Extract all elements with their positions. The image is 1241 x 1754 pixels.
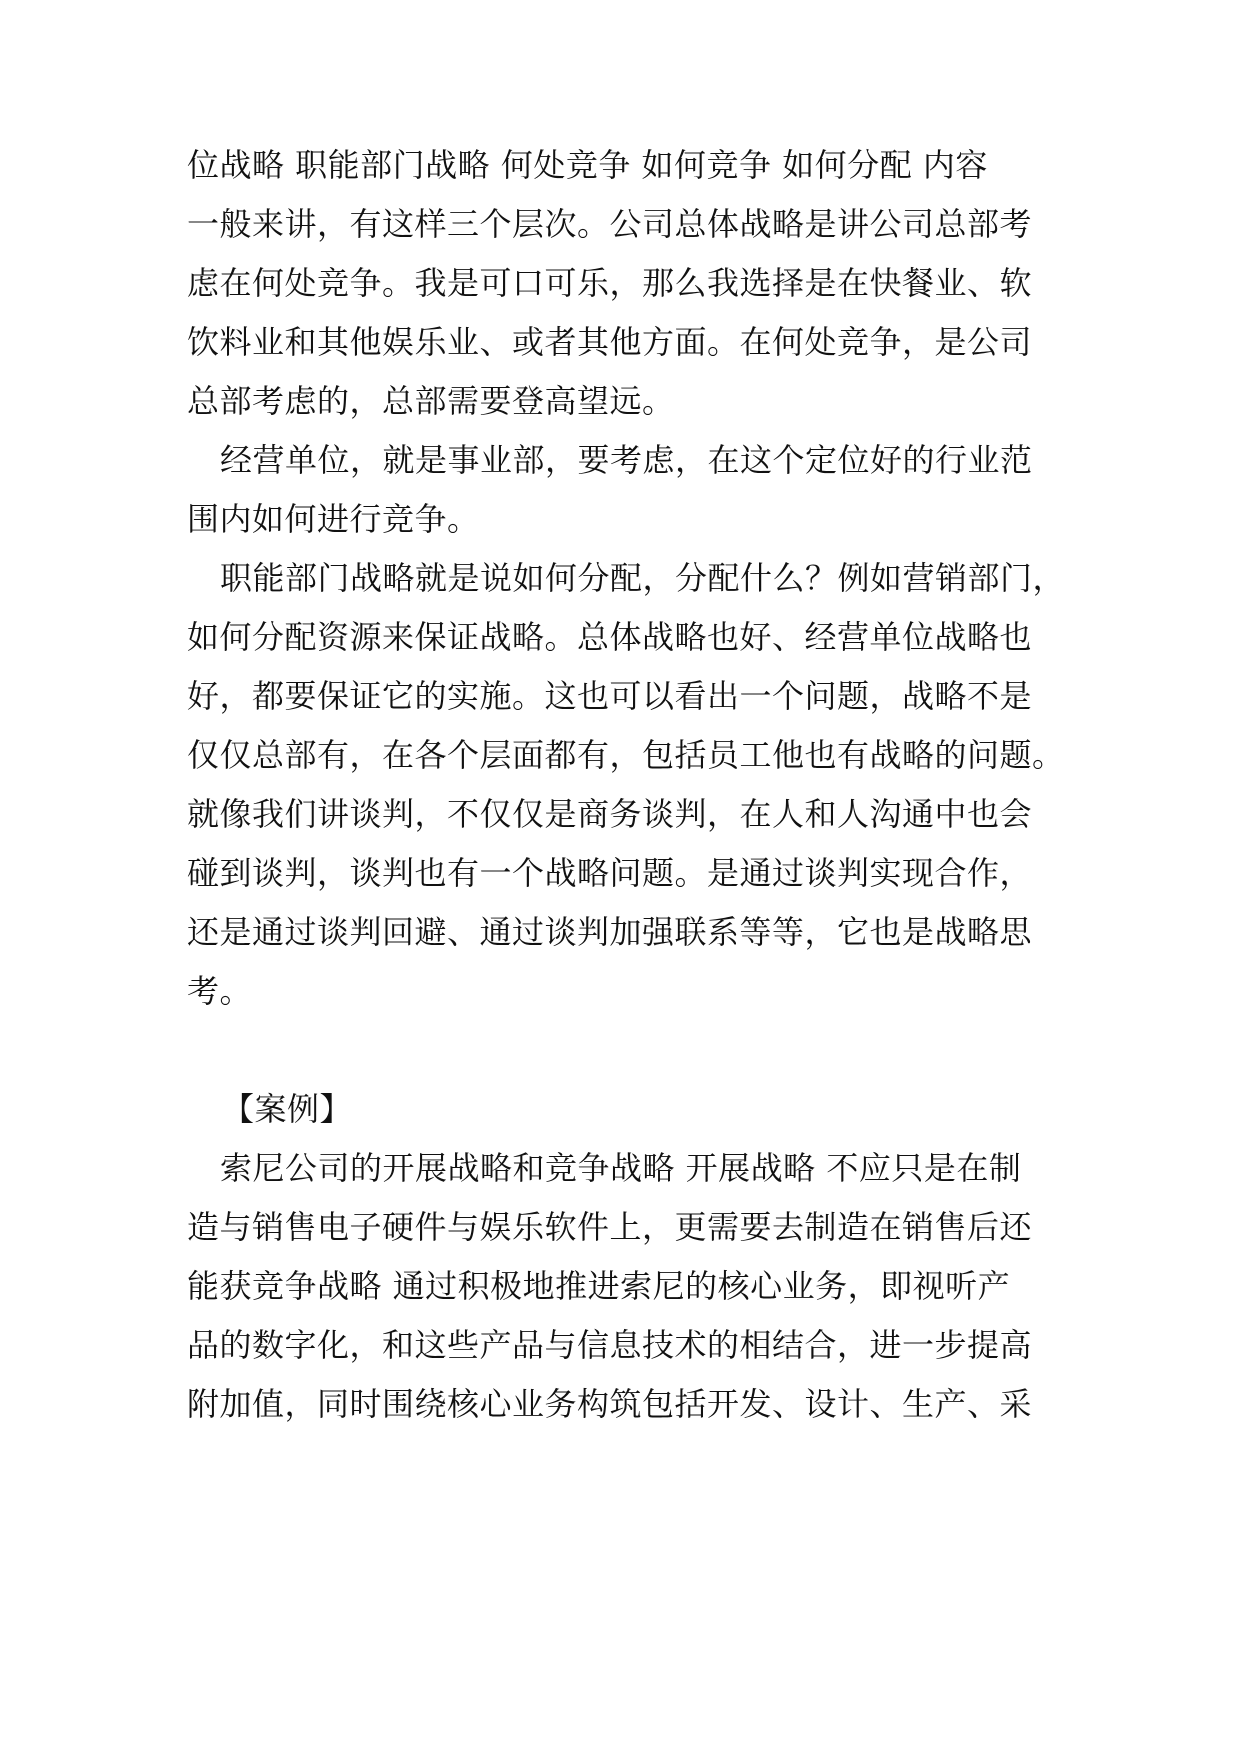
text-line: 造与销售电子硬件与娱乐软件上，更需要去制造在销售后还: [187, 1208, 1033, 1246]
text-line: 一般来讲，有这样三个层次。公司总体战略是讲公司总部考: [187, 205, 1033, 243]
paragraph-start-line: 职能部门战略就是说如何分配，分配什么？例如营销部门，: [220, 559, 1066, 597]
text-line: 考。: [187, 972, 253, 1010]
text-line: 好，都要保证它的实施。这也可以看出一个问题，战略不是: [187, 677, 1033, 715]
text-line: 品的数字化，和这些产品与信息技术的相结合，进一步提高: [187, 1326, 1033, 1364]
text-line: 总部考虑的，总部需要登高望远。: [187, 382, 675, 420]
text-line: 碰到谈判，谈判也有一个战略问题。是通过谈判实现合作，: [187, 854, 1033, 892]
text-line: 仅仅总部有，在各个层面都有，包括员工他也有战略的问题。: [187, 736, 1065, 774]
text-line: 围内如何进行竞争。: [187, 500, 480, 538]
case-heading: 【案例】: [222, 1090, 353, 1128]
paragraph-start-line: 索尼公司的开展战略和竞争战略 开展战略 不应只是在制: [220, 1149, 1022, 1187]
text-line: 如何分配资源来保证战略。总体战略也好、经营单位战略也: [187, 618, 1033, 656]
text-line: 就像我们讲谈判，不仅仅是商务谈判，在人和人沟通中也会: [187, 795, 1033, 833]
text-line: 位战略 职能部门战略 何处竞争 如何竞争 如何分配 内容: [187, 146, 988, 184]
text-line: 附加值，同时围绕核心业务构筑包括开发、设计、生产、采: [187, 1385, 1033, 1423]
text-line: 饮料业和其他娱乐业、或者其他方面。在何处竞争，是公司: [187, 323, 1033, 361]
text-line: 虑在何处竞争。我是可口可乐，那么我选择是在快餐业、软: [187, 264, 1033, 302]
text-line: 还是通过谈判回避、通过谈判加强联系等等，它也是战略思: [187, 913, 1033, 951]
paragraph-start-line: 经营单位，就是事业部，要考虑，在这个定位好的行业范: [220, 441, 1033, 479]
text-line: 能获竞争战略 通过积极地推进索尼的核心业务，即视听产: [187, 1267, 1011, 1305]
